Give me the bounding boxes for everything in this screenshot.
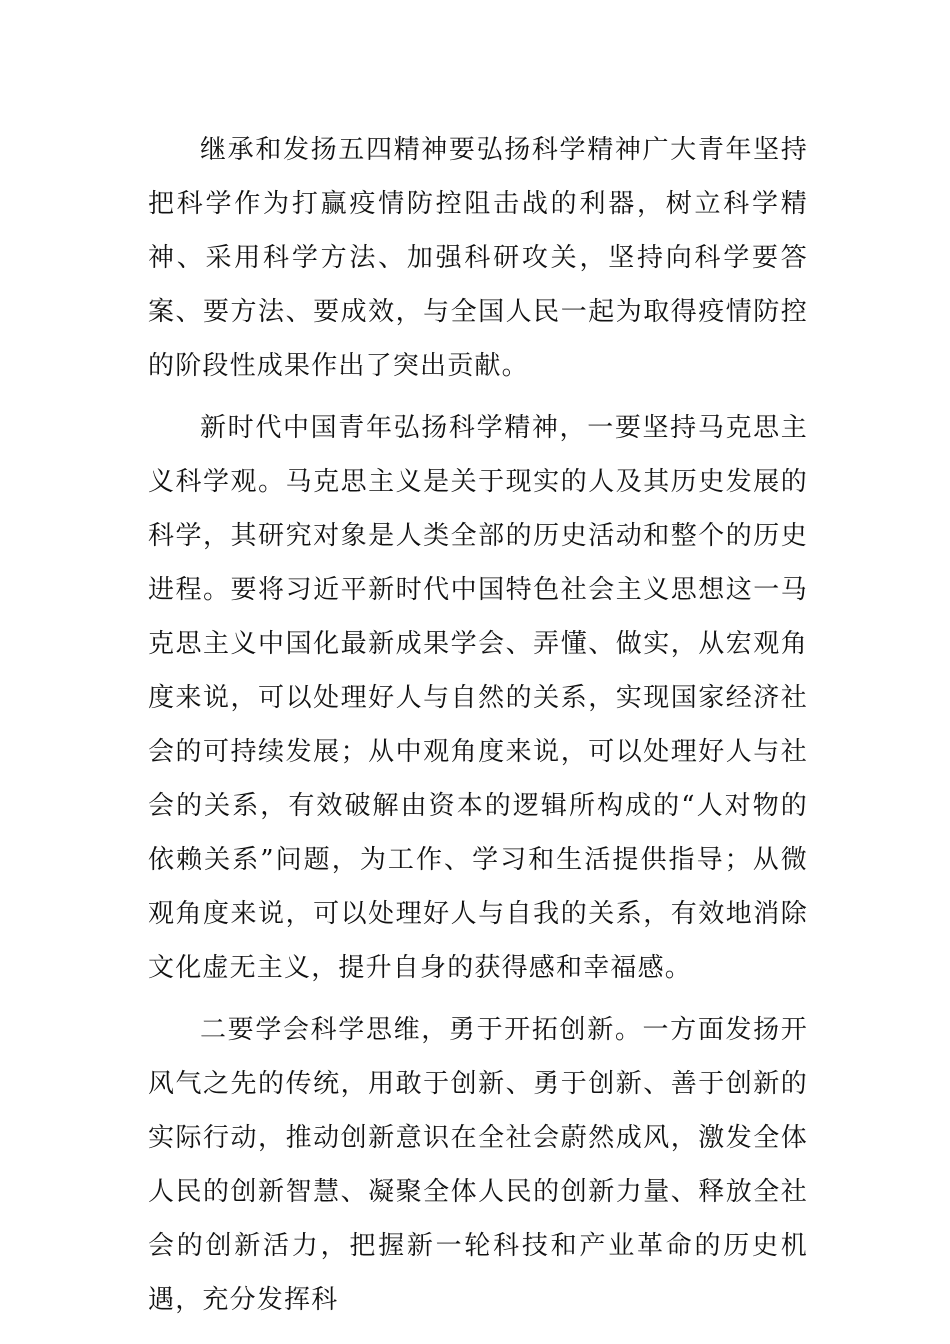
document-body <box>148 123 808 1335</box>
paragraph: 二要学会科学思维，勇于开拓创新。一方面发扬开风气之先的传统，用敢于创新、勇于创新、善于创新的实际行动，推动创新意识在全社会蔚然成风，激发全体人民的创新智慧、凝聚全体人民的创新力量、释放全社会的创新活力，把握新一轮科技和产业革命的历史机遇，充分发挥科 <box>148 1015 808 1315</box>
paragraph: 新时代中国青年弘扬科学精神，一要坚持马克思主义科学观。马克思主义是关于现实的人及其历史发展的科学，其研究对象是人类全部的历史活动和整个的历史进程。要将习近平新时代中国特色社会主义思想这一马克思主义中国化最新成果学会、弄懂、做实，从宏观角度来说，可以处理好人与自然的关系，实现国家经济社会的可持续发展；从中观角度来说，可以处理好人与社会的关系，有效破解由资本的逻辑所构成的“人对物的依赖关系”问题，为工作、学习和生活提供指导；从微观角度来说，可以处理好人与自我的关系，有效地消除文化虚无主义，提升自身的获得感和幸福感。 <box>148 413 808 983</box>
paragraph: 继承和发扬五四精神要弘扬科学精神广大青年坚持把科学作为打赢疫情防控阻击战的利器，树立科学精神、采用科学方法、加强科研攻关，坚持向科学要答案、要方法、要成效，与全国人民一起为取得疫情防控的阶段性成果作出了突出贡献。 <box>148 135 808 381</box>
